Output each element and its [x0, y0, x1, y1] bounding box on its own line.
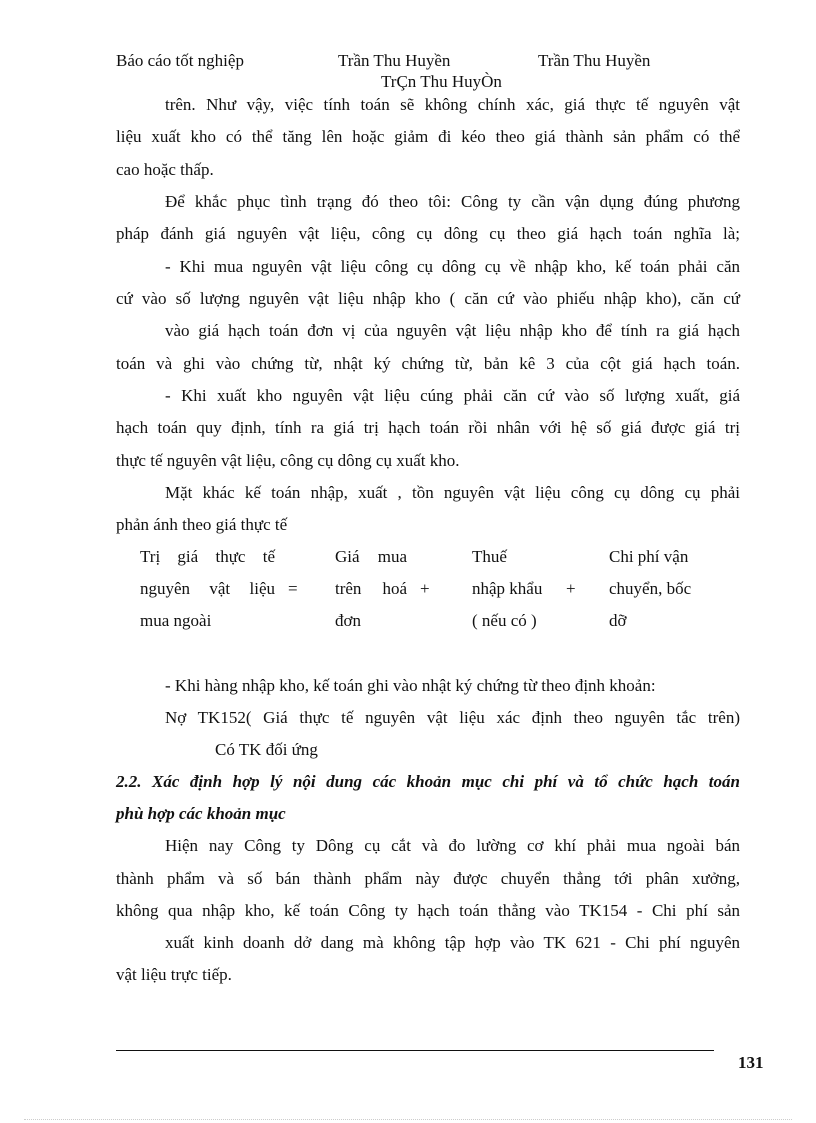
page-edge-dots [24, 1119, 792, 1120]
text-line: - Khi xuất kho nguyên vật liệu cúng phải căn cứ vào số lượng xuất, giá [165, 386, 740, 405]
text-line: cứ vào số lượng nguyên vật liệu nhập kho ( căn cứ vào phiếu nhập kho), căn cứ [116, 289, 740, 308]
text-line: vật liệu trực tiếp. [116, 965, 232, 984]
formula-term-transport: Chi phí vận [609, 547, 689, 566]
text-line: Để khắc phục tình trạng đó theo tôi: Công ty cần vận dụng đúng phương [165, 192, 740, 211]
formula-term-value: mua ngoài [140, 611, 212, 630]
text-line: hạch toán quy định, tính ra giá trị hạch toán rồi nhân với hệ số giá được giá trị [116, 418, 740, 437]
text-line: trên. Như vậy, việc tính toán sẽ không chính xác, giá thực tế nguyên vật [165, 95, 740, 114]
header-author-garbled: TrÇn Thu HuyÒn [381, 72, 502, 91]
formula-term-transport: chuyển, bốc [609, 579, 692, 598]
header-author: Trần Thu Huyền [538, 51, 651, 70]
entry-debit: Nợ TK152( Giá thực tế nguyên vật liệu xác định theo nguyên tắc trên) [165, 708, 740, 727]
entry-intro: - Khi hàng nhập kho, kế toán ghi vào nhật ký chứng từ theo định khoản: [165, 676, 656, 695]
footer-rule [116, 1050, 714, 1051]
text-line: không qua nhập kho, kế toán Công ty hạch toán thẳng vào TK154 - Chi phí sản [116, 901, 740, 920]
text-line: xuất kinh doanh dở dang mà không tập hợp vào TK 621 - Chi phí nguyên [165, 933, 740, 952]
header-author: Trần Thu Huyền [338, 51, 451, 70]
formula-plus: + [420, 579, 430, 598]
text-line: liệu xuất kho có thể tăng lên hoặc giảm đi kéo theo giá thành sản phẩm có thể [116, 127, 740, 146]
page-number: 131 [738, 1053, 764, 1072]
text-line: thực tế nguyên vật liệu, công cụ dông cụ xuất kho. [116, 451, 460, 470]
text-line: pháp đánh giá nguyên vật liệu, công cụ dông cụ theo giá hạch toán nghĩa là; [116, 224, 740, 243]
text-line: toán và ghi vào chứng từ, nhật ký chứng từ, bản kê 3 của cột giá hạch toán. [116, 354, 740, 373]
formula-equals: = [288, 579, 298, 598]
formula-term-price: trên hoá [335, 579, 407, 598]
text-line: Hiện nay Công ty Dông cụ cắt và đo lường cơ khí phải mua ngoài bán [165, 836, 740, 855]
entry-credit: Có TK đối ứng [215, 740, 318, 759]
text-line: cao hoặc thấp. [116, 160, 214, 179]
header-report-title: Báo cáo tốt nghiệp [116, 51, 244, 70]
section-heading: 2.2. Xác định hợp lý nội dung các khoản mục chi phí và tổ chức hạch toán [116, 772, 740, 791]
formula-term-price: đơn [335, 611, 361, 630]
text-line: vào giá hạch toán đơn vị của nguyên vật liệu nhập kho để tính ra giá hạch [165, 321, 740, 340]
text-line: phản ánh theo giá thực tế [116, 515, 288, 534]
formula-term-tax: nhập khẩu [472, 579, 543, 598]
formula-term-price: Giá mua [335, 547, 407, 566]
section-heading: phù hợp các khoản mục [116, 804, 286, 823]
text-line: thành phẩm và số bán thành phẩm này được chuyển thẳng tới phân xưởng, [116, 869, 740, 888]
formula-term-value: Trị giá thực tế [140, 547, 275, 566]
formula-term-tax: Thuế [472, 547, 507, 566]
formula-term-tax: ( nếu có ) [472, 611, 537, 630]
formula-term-value: nguyên vật liệu [140, 579, 275, 598]
text-line: Mặt khác kế toán nhập, xuất , tồn nguyên vật liệu công cụ dông cụ phải [165, 483, 740, 502]
formula-plus: + [566, 579, 576, 598]
formula-term-transport: dỡ [609, 611, 627, 630]
text-line: - Khi mua nguyên vật liệu công cụ dông cụ về nhập kho, kế toán phải căn [165, 257, 740, 276]
